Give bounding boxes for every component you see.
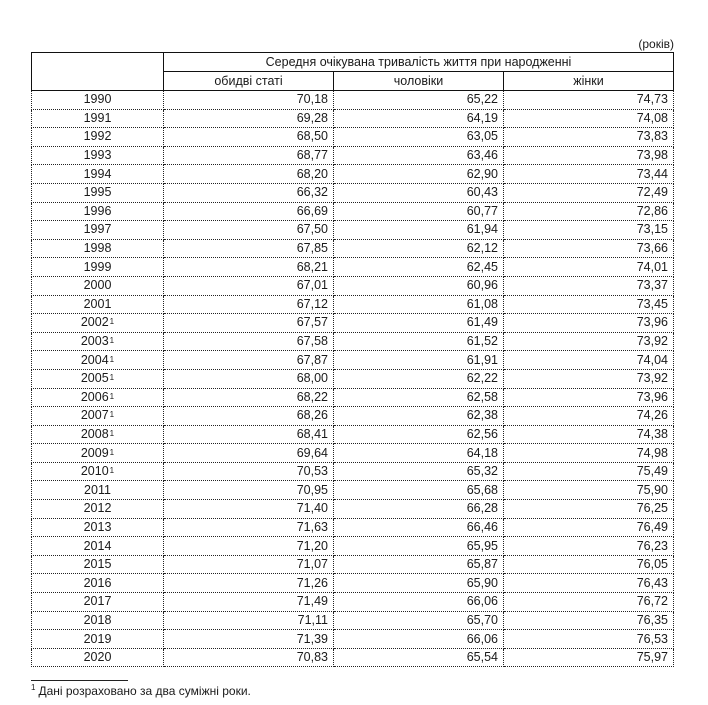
male-cell: 62,90 bbox=[334, 165, 504, 184]
male-cell: 63,05 bbox=[334, 128, 504, 147]
male-cell: 65,90 bbox=[334, 574, 504, 593]
footnote-ref: 1 bbox=[109, 336, 115, 346]
female-cell: 73,44 bbox=[504, 165, 674, 184]
both-sexes-cell: 68,50 bbox=[164, 128, 334, 147]
year-label: 1993 bbox=[83, 148, 112, 163]
both-sexes-cell: 70,95 bbox=[164, 481, 334, 500]
table-row bbox=[32, 630, 674, 649]
female-cell: 73,37 bbox=[504, 276, 674, 295]
year-cell bbox=[32, 369, 164, 388]
year-cell bbox=[32, 537, 164, 556]
both-sexes-cell: 70,83 bbox=[164, 648, 334, 667]
male-cell: 61,91 bbox=[334, 351, 504, 370]
year-cell bbox=[32, 276, 164, 295]
table-body bbox=[32, 91, 674, 667]
year-cell bbox=[32, 109, 164, 128]
year-cell bbox=[32, 555, 164, 574]
male-cell: 60,43 bbox=[334, 183, 504, 202]
column-header-female: жінки bbox=[504, 72, 674, 91]
year-label: 2014 bbox=[83, 538, 112, 553]
table-row bbox=[32, 555, 674, 574]
year-label: 1999 bbox=[83, 259, 112, 274]
group-header: Середня очікувана тривалість життя при народженні bbox=[164, 53, 674, 72]
year-label: 2000 bbox=[83, 278, 112, 293]
year-label: 2013 bbox=[83, 519, 112, 534]
table-row bbox=[32, 221, 674, 240]
male-cell: 62,56 bbox=[334, 425, 504, 444]
male-cell: 61,49 bbox=[334, 314, 504, 333]
male-cell: 65,22 bbox=[334, 91, 504, 110]
table-row bbox=[32, 239, 674, 258]
male-cell: 63,46 bbox=[334, 146, 504, 165]
year-label: 2005 bbox=[80, 371, 109, 386]
both-sexes-cell: 71,20 bbox=[164, 537, 334, 556]
year-cell bbox=[32, 332, 164, 351]
table-row bbox=[32, 481, 674, 500]
female-cell: 76,72 bbox=[504, 593, 674, 612]
both-sexes-cell: 68,00 bbox=[164, 369, 334, 388]
table-row bbox=[32, 146, 674, 165]
male-cell: 66,06 bbox=[334, 593, 504, 612]
table-header bbox=[32, 53, 674, 91]
table-row bbox=[32, 407, 674, 426]
both-sexes-cell: 67,87 bbox=[164, 351, 334, 370]
year-label: 2015 bbox=[83, 557, 112, 572]
table-row bbox=[32, 314, 674, 333]
table-row bbox=[32, 91, 674, 110]
year-cell bbox=[32, 351, 164, 370]
both-sexes-cell: 68,77 bbox=[164, 146, 334, 165]
column-header-male: чоловіки bbox=[334, 72, 504, 91]
year-cell bbox=[32, 648, 164, 667]
year-label: 2002 bbox=[80, 315, 109, 330]
footnote-ref: 1 bbox=[109, 466, 115, 476]
year-label: 1990 bbox=[83, 92, 112, 107]
both-sexes-cell: 71,26 bbox=[164, 574, 334, 593]
female-cell: 75,97 bbox=[504, 648, 674, 667]
both-sexes-cell: 71,49 bbox=[164, 593, 334, 612]
both-sexes-cell: 68,26 bbox=[164, 407, 334, 426]
year-label: 1997 bbox=[83, 222, 112, 237]
female-cell: 73,92 bbox=[504, 369, 674, 388]
year-label: 1996 bbox=[83, 203, 112, 218]
female-cell: 73,83 bbox=[504, 128, 674, 147]
male-cell: 62,58 bbox=[334, 388, 504, 407]
both-sexes-cell: 68,20 bbox=[164, 165, 334, 184]
year-cell bbox=[32, 500, 164, 519]
both-sexes-cell: 67,12 bbox=[164, 295, 334, 314]
life-expectancy-table bbox=[31, 52, 674, 667]
both-sexes-cell: 67,01 bbox=[164, 276, 334, 295]
male-cell: 65,68 bbox=[334, 481, 504, 500]
year-label: 2019 bbox=[83, 631, 112, 646]
year-cell bbox=[32, 295, 164, 314]
male-cell: 61,94 bbox=[334, 221, 504, 240]
male-cell: 62,38 bbox=[334, 407, 504, 426]
male-cell: 64,18 bbox=[334, 444, 504, 463]
footnote-ref: 1 bbox=[109, 428, 115, 438]
both-sexes-cell: 68,22 bbox=[164, 388, 334, 407]
year-label: 1992 bbox=[83, 129, 112, 144]
footnote bbox=[31, 684, 251, 698]
female-cell: 76,35 bbox=[504, 611, 674, 630]
male-cell: 61,52 bbox=[334, 332, 504, 351]
year-cell bbox=[32, 165, 164, 184]
footnote-ref: 1 bbox=[109, 354, 115, 364]
male-cell: 65,70 bbox=[334, 611, 504, 630]
female-cell: 73,96 bbox=[504, 314, 674, 333]
female-cell: 73,66 bbox=[504, 239, 674, 258]
year-label: 2009 bbox=[80, 445, 109, 460]
table-row bbox=[32, 388, 674, 407]
female-cell: 76,49 bbox=[504, 518, 674, 537]
year-label: 1994 bbox=[83, 166, 112, 181]
table-row bbox=[32, 183, 674, 202]
female-cell: 75,90 bbox=[504, 481, 674, 500]
year-label: 2007 bbox=[80, 408, 109, 423]
year-cell bbox=[32, 221, 164, 240]
year-label: 2008 bbox=[80, 426, 109, 441]
table-row bbox=[32, 202, 674, 221]
female-cell: 73,98 bbox=[504, 146, 674, 165]
table-row bbox=[32, 500, 674, 519]
table-row bbox=[32, 128, 674, 147]
footnote-ref: 1 bbox=[109, 410, 115, 420]
both-sexes-cell: 71,63 bbox=[164, 518, 334, 537]
year-label: 2018 bbox=[83, 612, 112, 627]
female-cell: 73,92 bbox=[504, 332, 674, 351]
footnote-ref: 1 bbox=[109, 391, 115, 401]
table-row bbox=[32, 276, 674, 295]
female-cell: 74,04 bbox=[504, 351, 674, 370]
header-corner-cell bbox=[32, 53, 164, 91]
year-cell bbox=[32, 91, 164, 110]
footnote-ref: 1 bbox=[109, 373, 115, 383]
table-row bbox=[32, 295, 674, 314]
both-sexes-cell: 71,07 bbox=[164, 555, 334, 574]
both-sexes-cell: 66,69 bbox=[164, 202, 334, 221]
year-cell bbox=[32, 258, 164, 277]
male-cell: 66,46 bbox=[334, 518, 504, 537]
male-cell: 66,06 bbox=[334, 630, 504, 649]
year-cell bbox=[32, 183, 164, 202]
table-row bbox=[32, 258, 674, 277]
female-cell: 76,05 bbox=[504, 555, 674, 574]
both-sexes-cell: 71,11 bbox=[164, 611, 334, 630]
year-cell bbox=[32, 128, 164, 147]
table-row bbox=[32, 648, 674, 667]
year-label: 2020 bbox=[83, 650, 112, 665]
year-cell bbox=[32, 146, 164, 165]
table-row bbox=[32, 351, 674, 370]
year-cell bbox=[32, 425, 164, 444]
year-label: 1995 bbox=[83, 185, 112, 200]
table-row bbox=[32, 611, 674, 630]
female-cell: 76,43 bbox=[504, 574, 674, 593]
year-cell bbox=[32, 611, 164, 630]
female-cell: 76,53 bbox=[504, 630, 674, 649]
year-label: 2003 bbox=[80, 334, 109, 349]
both-sexes-cell: 71,40 bbox=[164, 500, 334, 519]
footnote-ref: 1 bbox=[109, 317, 115, 327]
year-cell bbox=[32, 407, 164, 426]
female-cell: 72,86 bbox=[504, 202, 674, 221]
table-row bbox=[32, 109, 674, 128]
year-cell bbox=[32, 239, 164, 258]
year-label: 2016 bbox=[83, 575, 112, 590]
table-row bbox=[32, 165, 674, 184]
table-row bbox=[32, 425, 674, 444]
table-row bbox=[32, 518, 674, 537]
female-cell: 74,38 bbox=[504, 425, 674, 444]
male-cell: 65,95 bbox=[334, 537, 504, 556]
year-cell bbox=[32, 574, 164, 593]
table-row bbox=[32, 332, 674, 351]
year-cell bbox=[32, 314, 164, 333]
both-sexes-cell: 69,64 bbox=[164, 444, 334, 463]
male-cell: 61,08 bbox=[334, 295, 504, 314]
both-sexes-cell: 70,53 bbox=[164, 462, 334, 481]
year-label: 2011 bbox=[84, 482, 111, 497]
male-cell: 65,32 bbox=[334, 462, 504, 481]
unit-note: (років) bbox=[638, 37, 674, 51]
both-sexes-cell: 68,41 bbox=[164, 425, 334, 444]
female-cell: 74,26 bbox=[504, 407, 674, 426]
footnote-ref: 1 bbox=[109, 447, 115, 457]
female-cell: 74,73 bbox=[504, 91, 674, 110]
female-cell: 76,25 bbox=[504, 500, 674, 519]
both-sexes-cell: 68,21 bbox=[164, 258, 334, 277]
male-cell: 64,19 bbox=[334, 109, 504, 128]
male-cell: 60,77 bbox=[334, 202, 504, 221]
female-cell: 76,23 bbox=[504, 537, 674, 556]
both-sexes-cell: 67,58 bbox=[164, 332, 334, 351]
year-label: 2017 bbox=[83, 594, 112, 609]
column-header-both-sexes: обидві статі bbox=[164, 72, 334, 91]
both-sexes-cell: 67,50 bbox=[164, 221, 334, 240]
footnote-marker: 1 bbox=[31, 683, 36, 692]
male-cell: 60,96 bbox=[334, 276, 504, 295]
year-cell bbox=[32, 444, 164, 463]
female-cell: 74,98 bbox=[504, 444, 674, 463]
female-cell: 74,08 bbox=[504, 109, 674, 128]
female-cell: 75,49 bbox=[504, 462, 674, 481]
male-cell: 62,45 bbox=[334, 258, 504, 277]
male-cell: 62,22 bbox=[334, 369, 504, 388]
both-sexes-cell: 70,18 bbox=[164, 91, 334, 110]
year-cell bbox=[32, 593, 164, 612]
year-label: 1991 bbox=[83, 110, 112, 125]
male-cell: 65,87 bbox=[334, 555, 504, 574]
footnote-divider bbox=[31, 680, 128, 681]
year-cell bbox=[32, 462, 164, 481]
male-cell: 66,28 bbox=[334, 500, 504, 519]
female-cell: 73,96 bbox=[504, 388, 674, 407]
year-label: 2001 bbox=[83, 296, 112, 311]
year-cell bbox=[32, 481, 164, 500]
female-cell: 73,45 bbox=[504, 295, 674, 314]
male-cell: 65,54 bbox=[334, 648, 504, 667]
year-cell bbox=[32, 630, 164, 649]
year-label: 2010 bbox=[80, 464, 109, 479]
table-row bbox=[32, 574, 674, 593]
year-label: 2006 bbox=[80, 389, 109, 404]
both-sexes-cell: 67,57 bbox=[164, 314, 334, 333]
both-sexes-cell: 67,85 bbox=[164, 239, 334, 258]
table-row bbox=[32, 462, 674, 481]
male-cell: 62,12 bbox=[334, 239, 504, 258]
year-label: 2012 bbox=[83, 501, 112, 516]
table-row bbox=[32, 444, 674, 463]
both-sexes-cell: 69,28 bbox=[164, 109, 334, 128]
female-cell: 74,01 bbox=[504, 258, 674, 277]
table-row bbox=[32, 369, 674, 388]
table-row bbox=[32, 593, 674, 612]
female-cell: 72,49 bbox=[504, 183, 674, 202]
both-sexes-cell: 66,32 bbox=[164, 183, 334, 202]
year-label: 2004 bbox=[80, 352, 109, 367]
both-sexes-cell: 71,39 bbox=[164, 630, 334, 649]
footnote-text: Дані розраховано за два суміжні роки. bbox=[38, 684, 251, 698]
year-cell bbox=[32, 518, 164, 537]
female-cell: 73,15 bbox=[504, 221, 674, 240]
year-cell bbox=[32, 202, 164, 221]
year-label: 1998 bbox=[83, 241, 112, 256]
year-cell bbox=[32, 388, 164, 407]
table-row bbox=[32, 537, 674, 556]
